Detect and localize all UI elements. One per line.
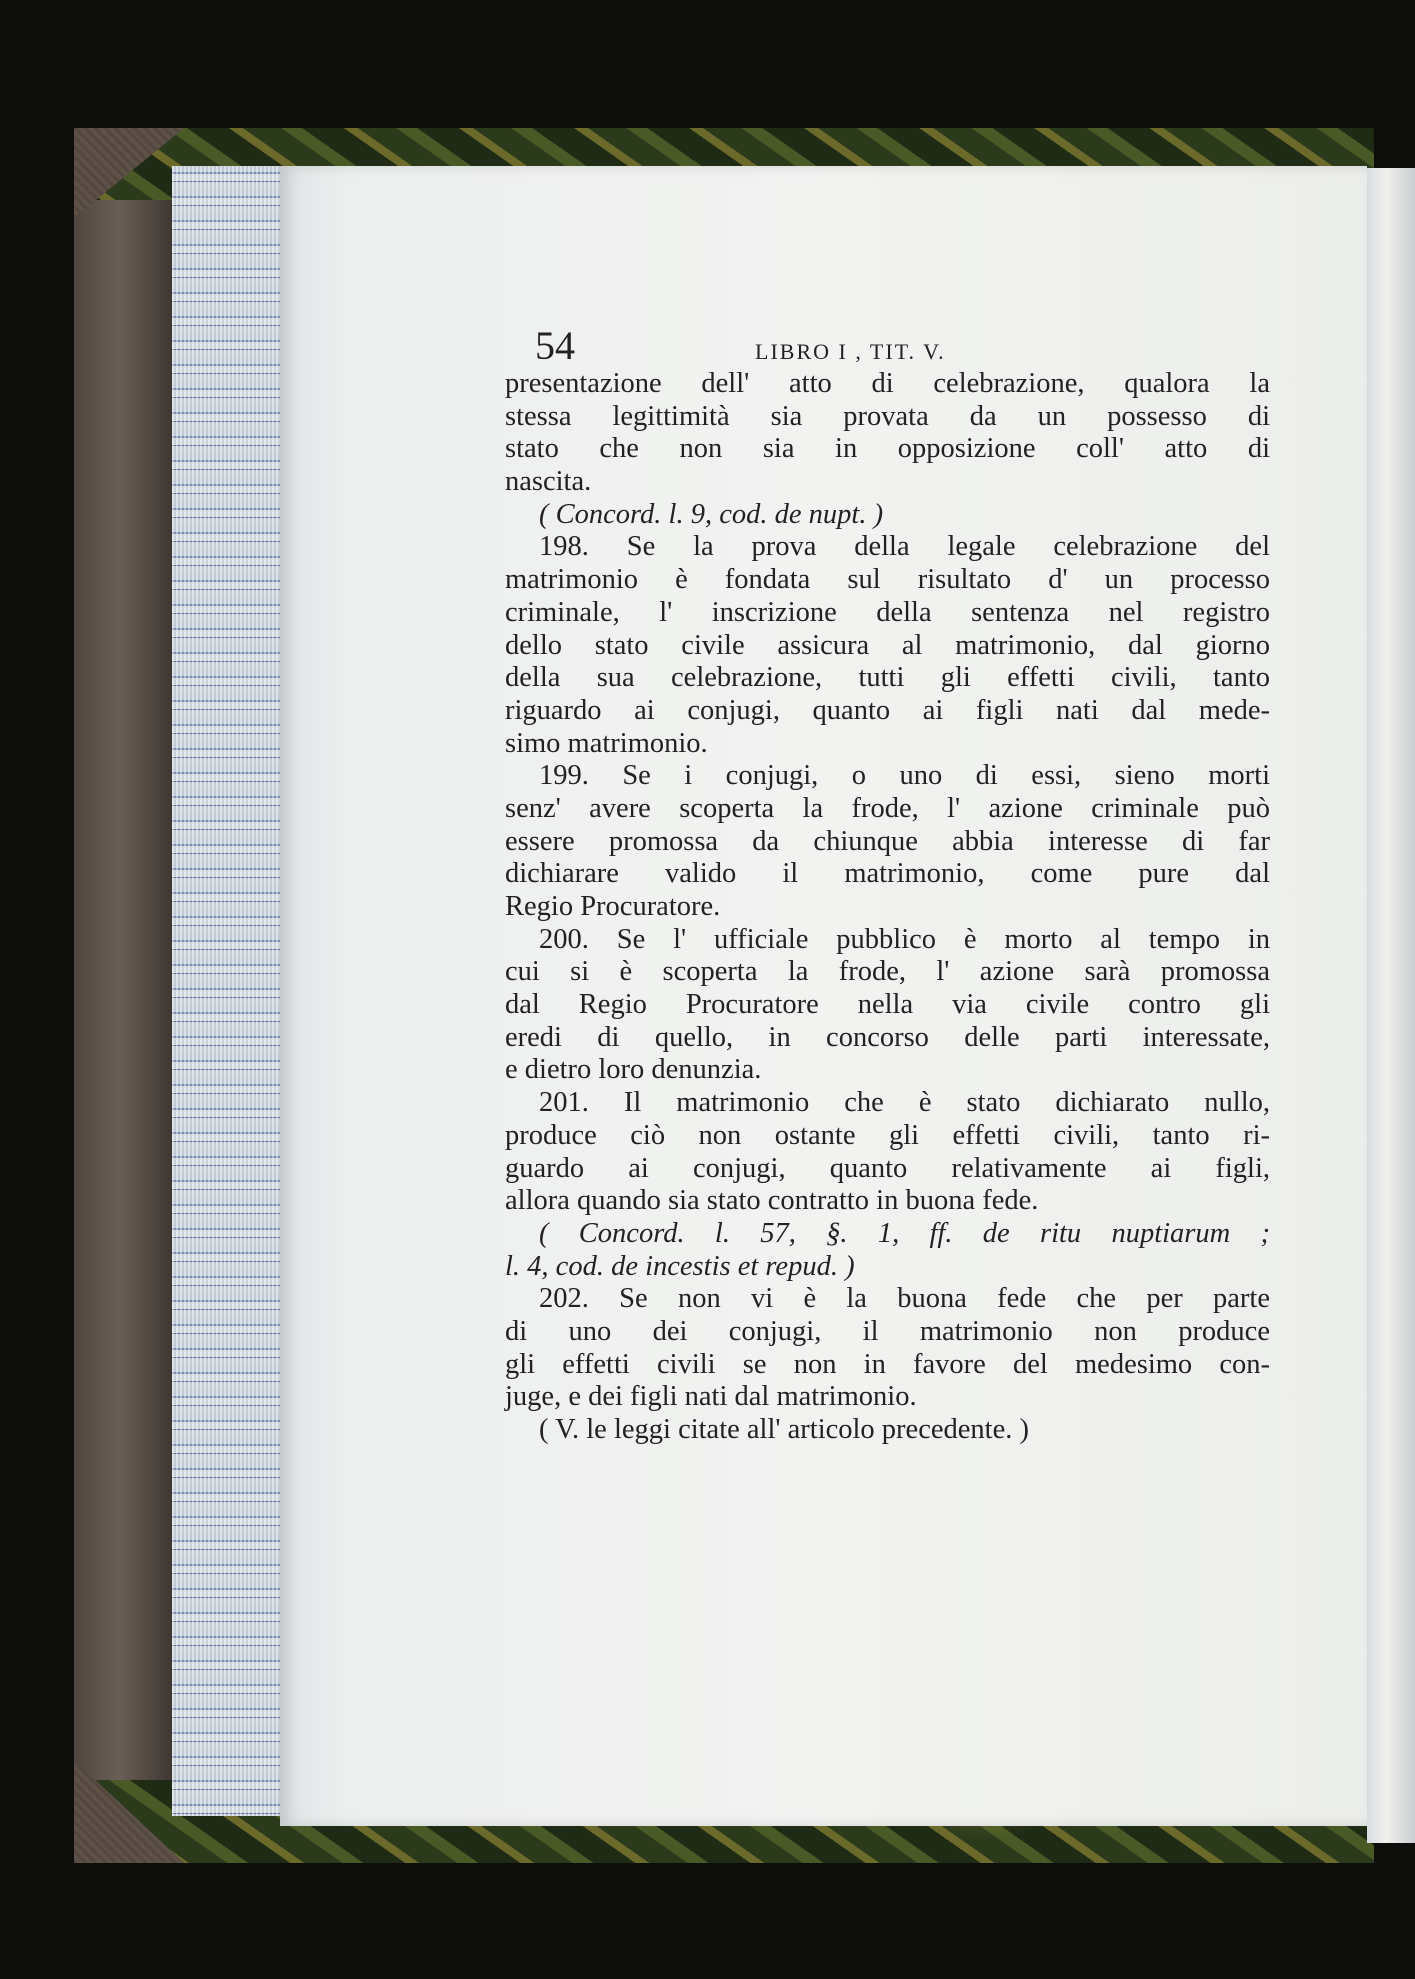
text-line: di uno dei conjugi, il matrimonio non produce	[505, 1315, 1270, 1347]
text-line: allora quando sia stato contratto in buona fede.	[505, 1185, 1039, 1217]
text-line: juge, e dei figli nati dal matrimonio.	[505, 1381, 917, 1413]
text-line: Regio Procuratore.	[505, 891, 721, 922]
text-line: simo matrimonio.	[505, 727, 708, 759]
text-line: criminale, l' inscrizione della sentenza nel registro	[505, 596, 1270, 628]
page-text	[505, 323, 1270, 1447]
text-line: stessa legittimità sia provata da un possesso di	[505, 400, 1270, 432]
text-line: riguardo ai conjugi, quanto ai figli nati dal mede-	[505, 694, 1270, 726]
text-line: dal Regio Procuratore nella via civile contro gli	[505, 989, 1270, 1021]
running-head: LIBRO I , TIT. V.	[755, 339, 946, 364]
text-line: nascita.	[505, 466, 592, 498]
text-line: eredi di quello, in concorso delle parti interessate,	[505, 1021, 1270, 1053]
page-edges	[172, 166, 284, 1816]
page-number: 54	[535, 323, 575, 368]
text-line: cui si è scoperta la frode, l' azione sarà promossa	[505, 956, 1270, 988]
text-line: l. 4, cod. de incestis et repud. )	[505, 1250, 855, 1282]
text-line: stato che non sia in opposizione coll' atto di	[505, 433, 1270, 465]
text-line: presentazione dell' atto di celebrazione, qualora la	[505, 368, 1270, 399]
text-line: gli effetti civili se non in favore del medesimo con-	[505, 1348, 1270, 1380]
text-line: guardo ai conjugi, quanto relativamente ai figli,	[505, 1152, 1270, 1184]
body-text	[505, 368, 1270, 1447]
leather-spine	[74, 200, 174, 1780]
page-header	[505, 323, 1270, 368]
text-line: dichiarare valido il matrimonio, come pure dal	[505, 858, 1270, 890]
text-line: 200. Se l' ufficiale pubblico è morto al tempo in	[539, 923, 1270, 955]
text-line: ( Concord. l. 9, cod. de nupt. )	[539, 498, 884, 530]
text-line: senz' avere scoperta la frode, l' azione criminale può	[505, 792, 1270, 824]
facing-page-edge	[1367, 168, 1415, 1843]
text-line: essere promossa da chiunque abbia interesse di far	[505, 825, 1270, 857]
text-line: 198. Se la prova della legale celebrazione del	[539, 531, 1270, 563]
text-line: ( V. le leggi citate all' articolo precedente. )	[539, 1414, 1029, 1445]
text-line: e dietro loro denunzia.	[505, 1054, 762, 1086]
text-line: dello stato civile assicura al matrimonio, dal giorno	[505, 629, 1270, 661]
text-line: matrimonio è fondata sul risultato d' un processo	[505, 564, 1270, 596]
text-line: della sua celebrazione, tutti gli effetti civili, tanto	[505, 662, 1270, 694]
text-line: 199. Se i conjugi, o uno di essi, sieno morti	[539, 760, 1270, 792]
text-line: 202. Se non vi è la buona fede che per parte	[539, 1283, 1270, 1315]
text-line: ( Concord. l. 57, §. 1, ff. de ritu nuptiarum ;	[539, 1217, 1270, 1249]
text-line: produce ciò non ostante gli effetti civili, tanto ri-	[505, 1119, 1270, 1151]
text-line: 201. Il matrimonio che è stato dichiarato nullo,	[539, 1087, 1270, 1119]
